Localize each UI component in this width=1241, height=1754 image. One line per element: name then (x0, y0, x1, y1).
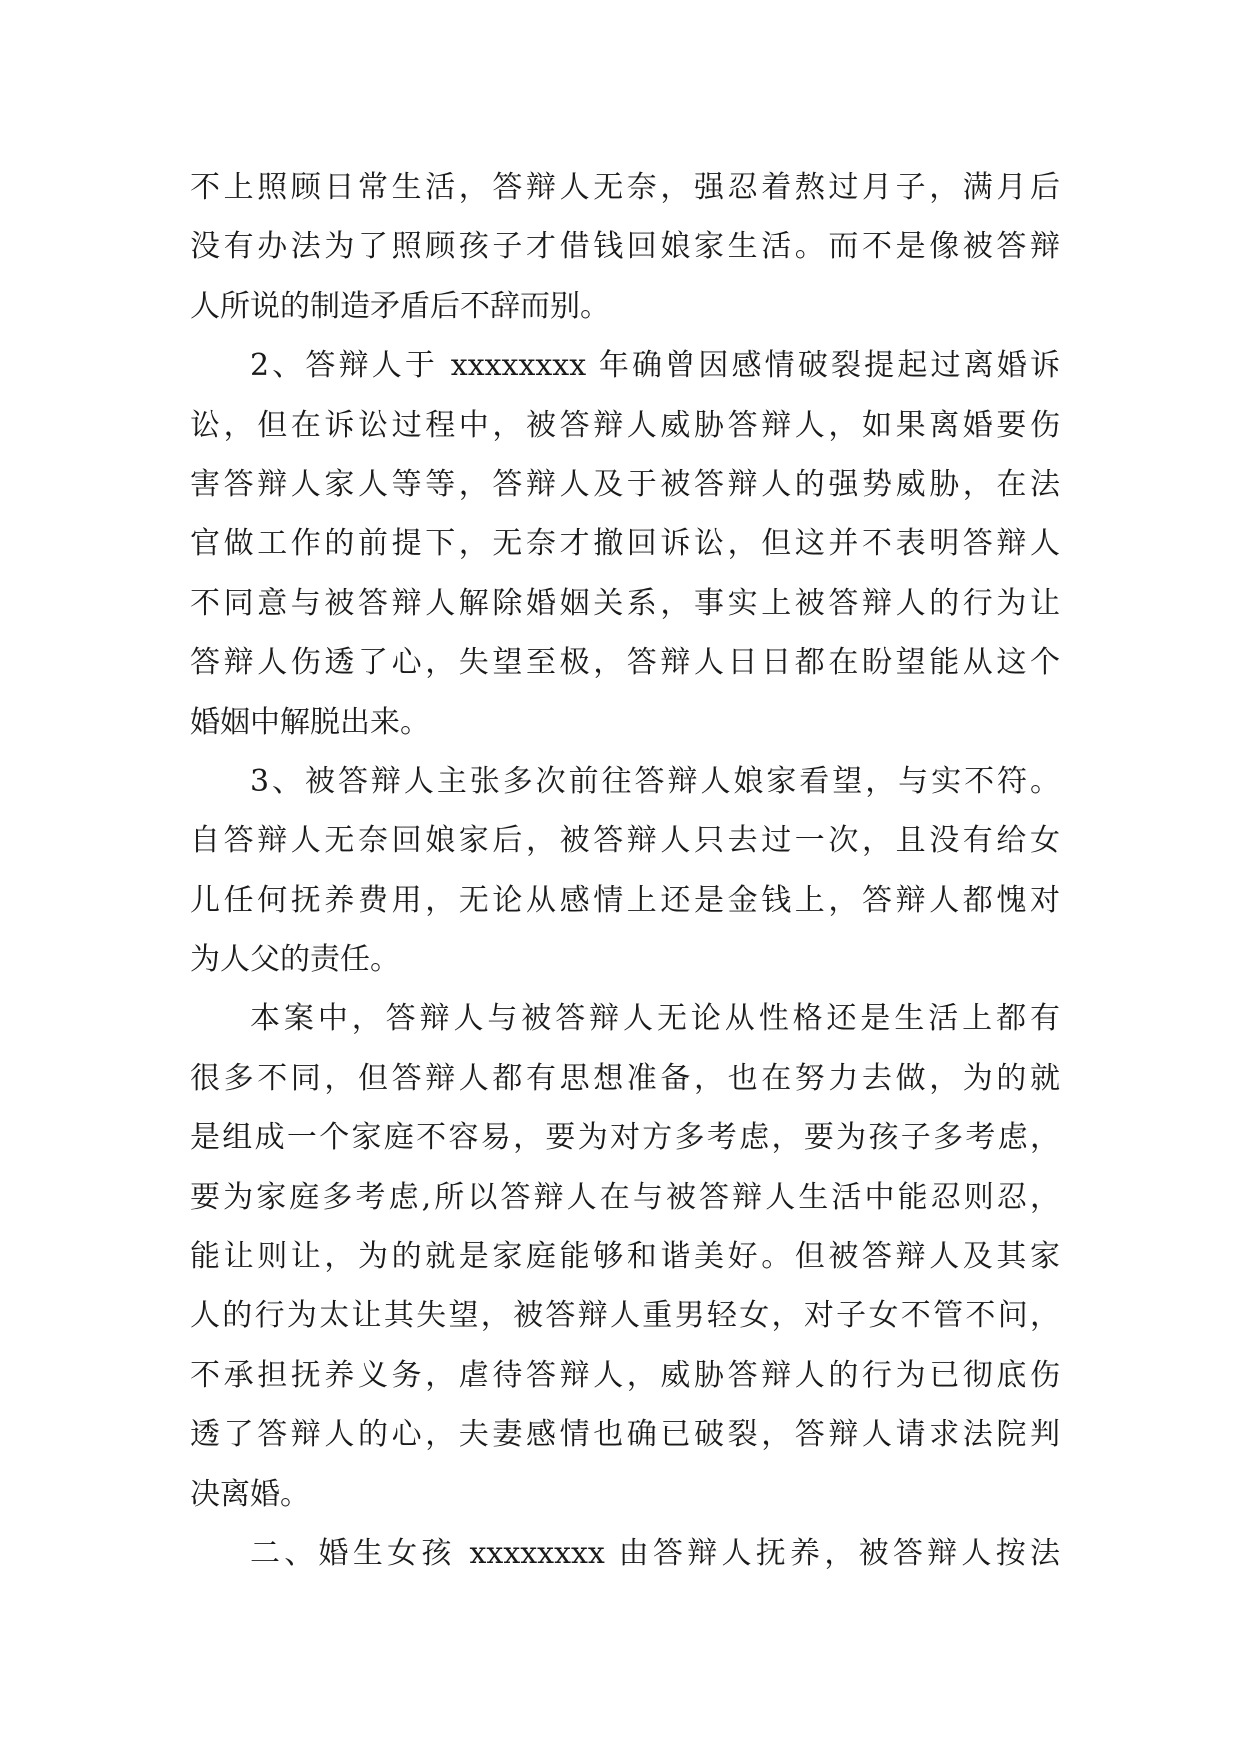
text-line: 答辩人伤透了心，失望至极，答辩人日日都在盼望能从这个 (190, 645, 1060, 681)
text-line: 是组成一个家庭不容易，要为对方多考虑，要为孩子多考虑， (190, 1120, 1060, 1156)
text-line: 为人父的责任。 (190, 942, 400, 978)
text-line: 人所说的制造矛盾后不辞而别。 (190, 288, 610, 324)
text-line: 儿任何抚养费用，无论从感情上还是金钱上，答辩人都愧对 (190, 882, 1060, 918)
text-line: 没有办法为了照顾孩子才借钱回娘家生活。而不是像被答辩 (190, 229, 1060, 265)
text-line: 不上照顾日常生活，答辩人无奈，强忍着熬过月子，满月后 (190, 170, 1060, 205)
text-line: 要为家庭多考虑,所以答辩人在与被答辩人生活中能忍则忍， (190, 1179, 1060, 1215)
text-line: 官做工作的前提下，无奈才撤回诉讼，但这并不表明答辩人 (190, 526, 1060, 562)
text-line: 能让则让，为的就是家庭能够和谐美好。但被答辩人及其家 (190, 1239, 1060, 1275)
text-line: 决离婚。 (190, 1476, 310, 1512)
text-line: 2、答辩人于 xxxxxxxx 年确曾因感情破裂提起过离婚诉 (250, 348, 1060, 384)
text-line: 婚姻中解脱出来。 (190, 704, 430, 740)
text-line: 本案中，答辩人与被答辩人无论从性格还是生活上都有 (250, 1001, 1060, 1037)
text-line: 很多不同，但答辩人都有思想准备，也在努力去做，为的就 (190, 1060, 1060, 1096)
text-line: 透了答辩人的心，夫妻感情也确已破裂，答辩人请求法院判 (190, 1417, 1060, 1453)
text-line: 害答辩人家人等等，答辩人及于被答辩人的强势威胁，在法 (190, 466, 1060, 502)
text-line: 不承担抚养义务，虐待答辩人，威胁答辩人的行为已彻底伤 (190, 1357, 1060, 1393)
text-line: 自答辩人无奈回娘家后，被答辩人只去过一次，且没有给女 (190, 823, 1060, 859)
text-line: 二、婚生女孩 xxxxxxxx 由答辩人抚养，被答辩人按法 (250, 1535, 1060, 1571)
text-line: 不同意与被答辩人解除婚姻关系，事实上被答辩人的行为让 (190, 585, 1060, 621)
document-body (190, 158, 1060, 1583)
text-line: 人的行为太让其失望，被答辩人重男轻女，对子女不管不问， (190, 1298, 1060, 1334)
text-line: 讼，但在诉讼过程中，被答辩人威胁答辩人，如果离婚要伤 (190, 407, 1060, 443)
text-line: 3、被答辩人主张多次前往答辩人娘家看望，与实不符。 (250, 763, 1060, 799)
